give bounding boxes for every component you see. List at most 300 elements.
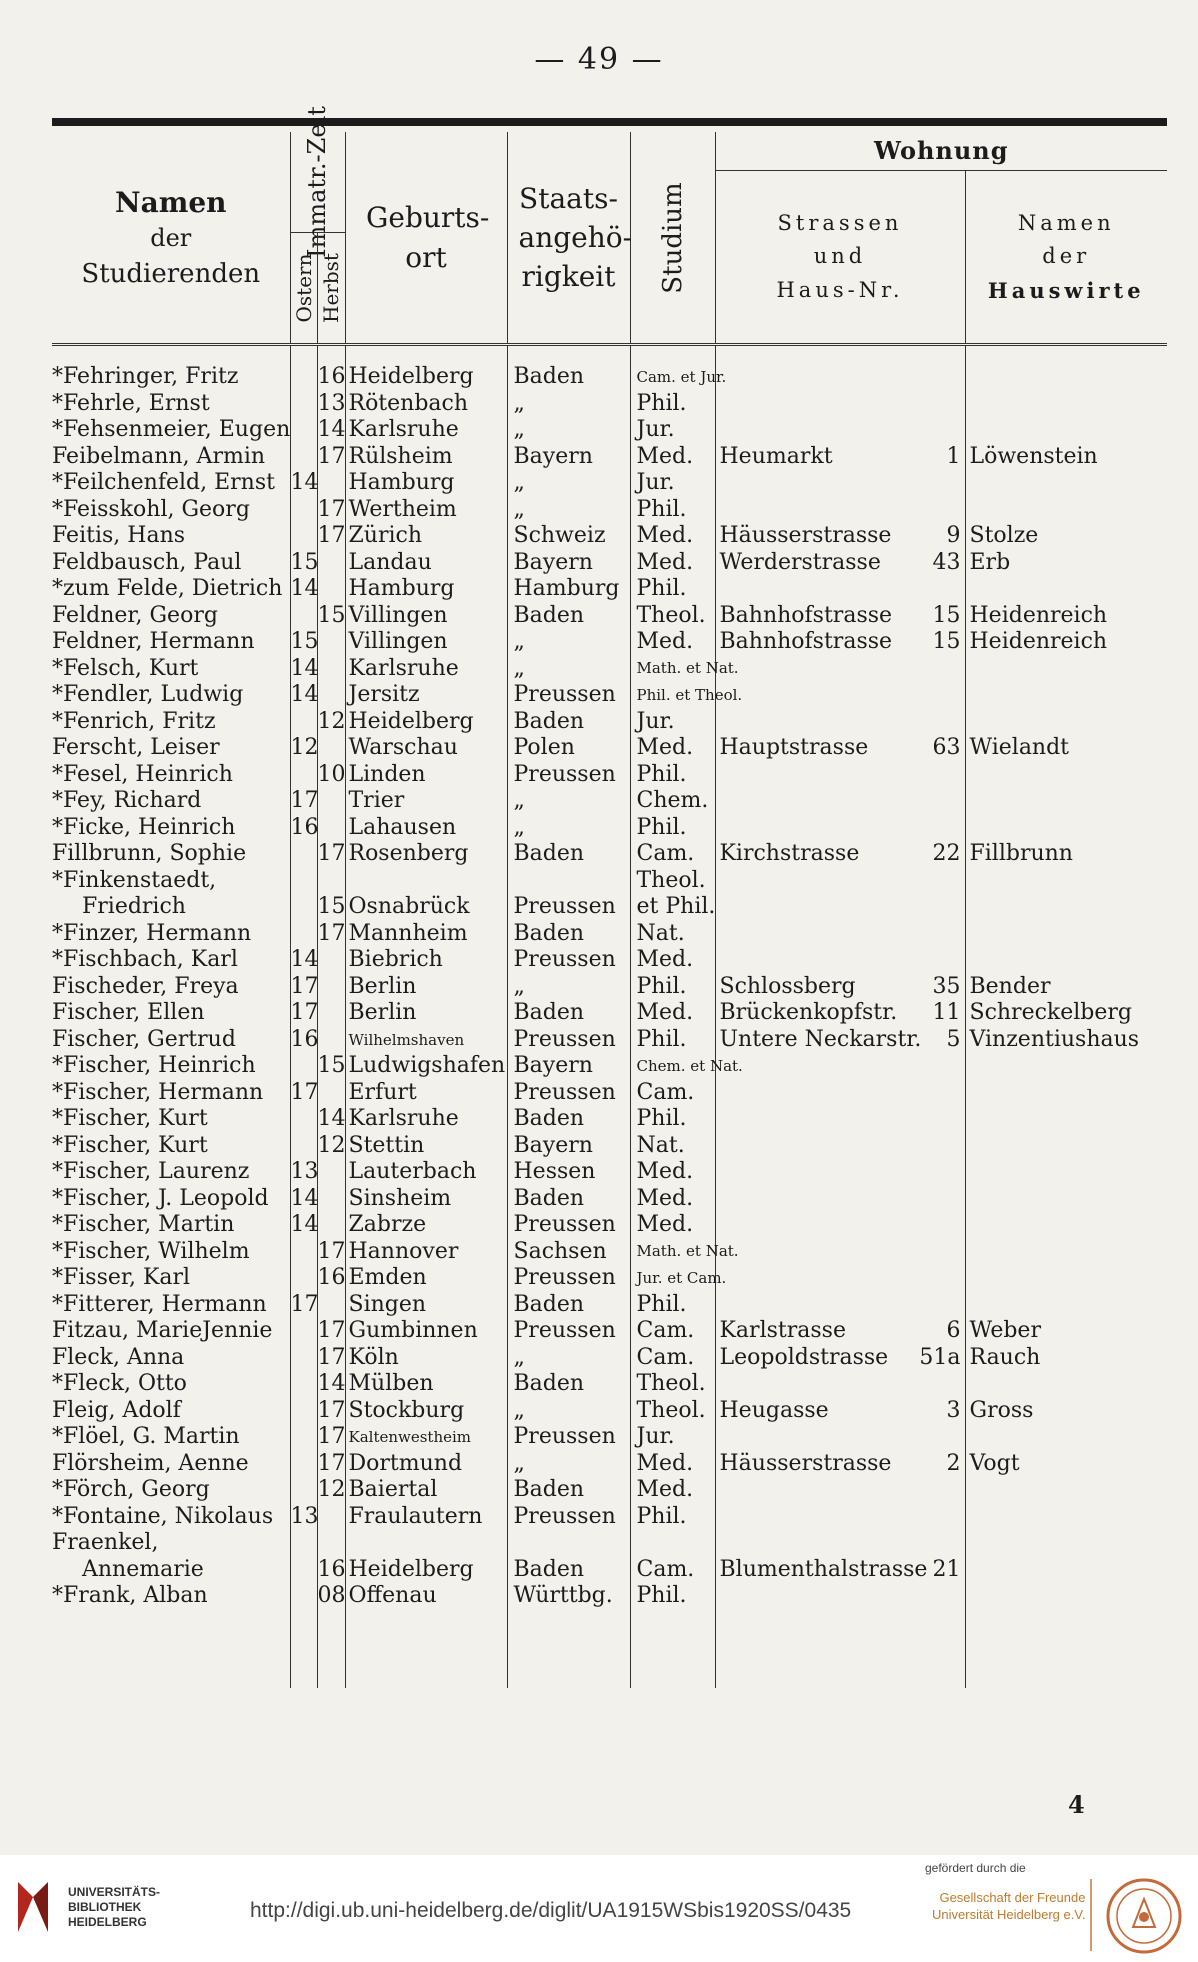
landlord: Löwenstein <box>969 443 1098 469</box>
house-number: 3 <box>946 1397 961 1423</box>
library-logo-icon <box>8 1877 58 1937</box>
landlord: Rauch <box>969 1344 1041 1370</box>
nationality: Baden <box>507 364 630 391</box>
landlord <box>965 1212 1167 1239</box>
street <box>715 921 965 948</box>
field-of-study: Cam. <box>630 1318 715 1345</box>
ostern-year <box>290 1530 317 1557</box>
field-of-study: Phil. <box>630 815 715 842</box>
student-name: *Fischer, Heinrich <box>52 1053 290 1080</box>
ostern-year <box>290 1053 317 1080</box>
street <box>715 1451 965 1478</box>
street <box>715 735 965 762</box>
header-studium: Studium <box>630 132 715 345</box>
street-name: Brückenkopfstr. <box>719 1000 898 1025</box>
birthplace: Emden <box>345 1265 507 1292</box>
landlord <box>965 682 1167 709</box>
landlord: Gross <box>969 1397 1034 1423</box>
nationality: Polen <box>507 735 630 762</box>
table-row <box>52 1345 1167 1372</box>
birthplace: Karlsruhe <box>345 656 507 683</box>
signature-mark: 4 <box>1068 1790 1085 1819</box>
student-name: *Finkenstaedt, <box>52 868 290 895</box>
header-immatr-zeit <box>290 106 345 345</box>
herbst-year <box>317 470 345 497</box>
herbst-year: 17 <box>317 920 346 946</box>
nationality: Hamburg <box>507 576 630 603</box>
street <box>715 603 965 630</box>
table-row <box>52 894 1167 921</box>
field-of-study: Phil. <box>630 1106 715 1133</box>
birthplace: Heidelberg <box>345 364 507 391</box>
field-of-study: Med. <box>630 444 715 471</box>
landlord <box>965 1265 1167 1292</box>
landlord <box>965 921 1167 948</box>
birthplace: Lauterbach <box>345 1159 507 1186</box>
street <box>715 1530 965 1557</box>
nationality: „ <box>507 656 630 683</box>
student-name: *Frank, Alban <box>52 1583 290 1610</box>
field-of-study: Phil. et Theol. <box>630 682 715 709</box>
ostern-year <box>290 762 317 789</box>
table-row <box>52 974 1167 1001</box>
birthplace: Wilhelmshaven <box>345 1027 507 1054</box>
table-row <box>52 841 1167 868</box>
street-name: Bahnhofstrasse <box>719 629 893 654</box>
street <box>715 1000 965 1027</box>
student-name: *Fleck, Otto <box>52 1371 290 1398</box>
ostern-year: 17 <box>290 973 319 999</box>
birthplace: Kaltenwestheim <box>345 1424 507 1451</box>
nationality: Preussen <box>507 894 630 921</box>
nationality: Baden <box>507 921 630 948</box>
student-name: *Fontaine, Nikolaus <box>52 1504 290 1531</box>
street <box>715 1239 965 1266</box>
ostern-year: 14 <box>290 682 319 707</box>
street <box>715 1292 965 1319</box>
birthplace: Heidelberg <box>345 1557 507 1584</box>
ostern-year <box>290 1583 317 1610</box>
table-row <box>52 1424 1167 1451</box>
field-of-study: Jur. et Cam. <box>630 1265 715 1292</box>
student-name: Friedrich <box>52 894 290 921</box>
street <box>715 1053 965 1080</box>
ostern-year <box>290 709 317 736</box>
landlord <box>965 1053 1167 1080</box>
birthplace: Fraulautern <box>345 1504 507 1531</box>
landlord <box>965 815 1167 842</box>
ostern-year <box>290 1345 317 1372</box>
birthplace: Sinsheim <box>345 1186 507 1213</box>
table-row <box>52 523 1167 550</box>
landlord: Heidenreich <box>969 629 1108 654</box>
birthplace: Berlin <box>345 974 507 1001</box>
table-row <box>52 735 1167 762</box>
nationality: „ <box>507 974 630 1001</box>
ostern-year: 16 <box>290 1026 319 1052</box>
nationality: „ <box>507 815 630 842</box>
header-wohnung: Wohnung <box>715 132 1167 171</box>
ostern-year: 14 <box>290 470 319 495</box>
street <box>715 1080 965 1107</box>
landlord <box>965 1186 1167 1213</box>
nationality: Bayern <box>507 444 630 471</box>
field-of-study: Phil. <box>630 762 715 789</box>
street <box>715 1398 965 1425</box>
nationality: Baden <box>507 709 630 736</box>
landlord <box>965 470 1167 497</box>
street <box>715 1265 965 1292</box>
nationality: Preussen <box>507 1027 630 1054</box>
birthplace: Stockburg <box>345 1398 507 1425</box>
nationality: Württbg. <box>507 1583 630 1610</box>
header-herbst: Herbst <box>319 253 344 323</box>
herbst-year <box>317 868 345 895</box>
nationality: Schweiz <box>507 523 630 550</box>
header-hauswirte: Namen der Hauswirte <box>965 171 1167 345</box>
birthplace: Zürich <box>345 523 507 550</box>
ostern-year: 14 <box>290 576 319 601</box>
student-name: Feldbausch, Paul <box>52 550 290 577</box>
herbst-year <box>317 974 345 1001</box>
table-row <box>52 868 1167 895</box>
sponsor-label: gefördert durch die <box>925 1861 1026 1875</box>
street-name: Heumarkt <box>719 443 833 469</box>
table-row <box>52 1212 1167 1239</box>
birthplace: Biebrich <box>345 947 507 974</box>
ostern-year <box>290 1318 317 1345</box>
table-row <box>52 947 1167 974</box>
table-row <box>52 682 1167 709</box>
nationality: Baden <box>507 1557 630 1584</box>
street <box>715 364 965 391</box>
street <box>715 470 965 497</box>
table-row <box>52 444 1167 471</box>
herbst-year <box>317 1530 345 1557</box>
herbst-year <box>317 629 345 656</box>
ostern-year <box>290 444 317 471</box>
street <box>715 841 965 868</box>
table-row <box>52 1557 1167 1584</box>
table-row <box>52 550 1167 577</box>
student-name: Fischeder, Freya <box>52 974 290 1001</box>
field-of-study: Phil. <box>630 576 715 603</box>
house-number: 9 <box>946 523 961 548</box>
sponsor-divider <box>1090 1879 1092 1951</box>
street <box>715 444 965 471</box>
student-name: *Fesel, Heinrich <box>52 762 290 789</box>
landlord <box>965 788 1167 815</box>
street-name: Bahnhofstrasse <box>719 602 893 628</box>
nationality: Bayern <box>507 550 630 577</box>
birthplace: Singen <box>345 1292 507 1319</box>
street <box>715 417 965 444</box>
birthplace: Stettin <box>345 1133 507 1160</box>
student-name: *Ficke, Heinrich <box>52 815 290 842</box>
field-of-study: Theol. <box>630 868 715 895</box>
student-name: Fleig, Adolf <box>52 1398 290 1425</box>
nationality: Preussen <box>507 762 630 789</box>
student-name: Fleck, Anna <box>52 1345 290 1372</box>
table-row <box>52 656 1167 683</box>
field-of-study: Med. <box>630 1000 715 1027</box>
ostern-year: 13 <box>290 1159 319 1184</box>
ostern-year: 14 <box>290 655 319 681</box>
student-name: Flörsheim, Aenne <box>52 1451 290 1478</box>
field-of-study: Cam. et Jur. <box>630 364 715 391</box>
student-name: Feldner, Hermann <box>52 629 290 656</box>
herbst-year: 12 <box>317 708 346 734</box>
field-of-study: Chem. <box>630 788 715 815</box>
birthplace: Rötenbach <box>345 391 507 418</box>
birthplace: Heidelberg <box>345 709 507 736</box>
table-row <box>52 629 1167 656</box>
landlord <box>965 1504 1167 1531</box>
field-of-study: Phil. <box>630 391 715 418</box>
birthplace: Karlsruhe <box>345 1106 507 1133</box>
field-of-study: Med. <box>630 947 715 974</box>
field-of-study: Jur. <box>630 417 715 444</box>
field-of-study: Theol. <box>630 1371 715 1398</box>
landlord: Vinzentiushaus <box>969 1026 1140 1052</box>
student-name: *Fischer, Laurenz <box>52 1159 290 1186</box>
landlord <box>965 497 1167 524</box>
street <box>715 656 965 683</box>
table-row <box>52 603 1167 630</box>
landlord <box>965 868 1167 895</box>
birthplace: Berlin <box>345 1000 507 1027</box>
field-of-study: Jur. <box>630 470 715 497</box>
street <box>715 1557 965 1584</box>
house-number: 21 <box>932 1556 961 1582</box>
herbst-year: 17 <box>317 496 346 522</box>
table-row <box>52 391 1167 418</box>
street-name: Häusserstrasse <box>719 1450 892 1476</box>
student-name: *Fehrle, Ernst <box>52 391 290 418</box>
field-of-study: Jur. <box>630 1424 715 1451</box>
house-number: 63 <box>932 735 961 760</box>
street-name: Hauptstrasse <box>719 735 869 760</box>
student-name: Fischer, Ellen <box>52 1000 290 1027</box>
table-row <box>52 1318 1167 1345</box>
field-of-study: Med. <box>630 1159 715 1186</box>
nationality <box>507 868 630 895</box>
street-name: Heugasse <box>719 1397 829 1423</box>
birthplace: Trier <box>345 788 507 815</box>
street <box>715 1133 965 1160</box>
field-of-study: Med. <box>630 735 715 762</box>
ostern-year <box>290 364 317 391</box>
student-name: *Finzer, Hermann <box>52 921 290 948</box>
table-row <box>52 497 1167 524</box>
student-name: *Fisser, Karl <box>52 1265 290 1292</box>
nationality: Baden <box>507 1292 630 1319</box>
table-row <box>52 1106 1167 1133</box>
student-name: *Fischer, Hermann <box>52 1080 290 1107</box>
street <box>715 709 965 736</box>
student-name: *Fischer, Wilhelm <box>52 1239 290 1266</box>
street <box>715 576 965 603</box>
herbst-year: 14 <box>317 1106 346 1131</box>
ostern-year: 17 <box>290 1079 319 1105</box>
house-number: 6 <box>946 1318 961 1343</box>
field-of-study: Phil. <box>630 497 715 524</box>
herbst-year: 13 <box>317 390 346 416</box>
field-of-study: Phil. <box>630 1292 715 1319</box>
table-row <box>52 1133 1167 1160</box>
birthplace: Villingen <box>345 603 507 630</box>
ostern-year <box>290 921 317 948</box>
nationality: Baden <box>507 1477 630 1504</box>
field-of-study: Math. et Nat. <box>630 656 715 683</box>
table-row <box>52 1371 1167 1398</box>
nationality: Bayern <box>507 1053 630 1080</box>
field-of-study <box>630 1530 715 1557</box>
student-name: *Fehsenmeier, Eugen <box>52 417 291 442</box>
landlord <box>965 1477 1167 1504</box>
birthplace: Hamburg <box>345 576 507 603</box>
table-row <box>52 1530 1167 1557</box>
field-of-study: et Phil. <box>630 894 715 921</box>
herbst-year: 17 <box>317 1397 346 1423</box>
house-number: 15 <box>932 602 961 628</box>
student-name: *Fitterer, Hermann <box>52 1292 290 1319</box>
street <box>715 788 965 815</box>
ostern-year: 14 <box>290 947 319 972</box>
herbst-year: 12 <box>317 1477 346 1502</box>
street <box>715 974 965 1001</box>
table-row <box>52 470 1167 497</box>
house-number: 22 <box>932 841 961 866</box>
street-name: Kirchstrasse <box>719 841 860 866</box>
herbst-year: 16 <box>317 1556 346 1582</box>
field-of-study: Med. <box>630 1212 715 1239</box>
landlord <box>965 1371 1167 1398</box>
street <box>715 1318 965 1345</box>
landlord: Bender <box>969 973 1051 999</box>
herbst-year <box>317 947 345 974</box>
table-row <box>52 1080 1167 1107</box>
field-of-study: Jur. <box>630 709 715 736</box>
birthplace <box>345 1530 507 1557</box>
street <box>715 947 965 974</box>
header-strassen: Strassen und Haus-Nr. <box>715 171 965 345</box>
landlord: Wielandt <box>969 735 1070 760</box>
student-name: *Fenrich, Fritz <box>52 709 290 736</box>
ostern-year: 12 <box>290 735 319 760</box>
herbst-year: 17 <box>317 841 346 866</box>
ostern-year: 17 <box>290 1000 319 1025</box>
herbst-year <box>317 735 345 762</box>
nationality: „ <box>507 417 630 444</box>
street-name: Blumenthalstrasse <box>719 1556 928 1582</box>
nationality: „ <box>507 1451 630 1478</box>
field-of-study: Chem. et Nat. <box>630 1053 715 1080</box>
table-row <box>52 1027 1167 1054</box>
field-of-study: Med. <box>630 550 715 577</box>
landlord: Fillbrunn <box>969 841 1073 866</box>
ostern-year: 17 <box>290 788 319 813</box>
table-row <box>52 1477 1167 1504</box>
herbst-year <box>317 682 345 709</box>
nationality: Hessen <box>507 1159 630 1186</box>
birthplace: Dortmund <box>345 1451 507 1478</box>
top-rule <box>52 118 1167 126</box>
table-row <box>52 1265 1167 1292</box>
landlord <box>965 709 1167 736</box>
table-row <box>52 1053 1167 1080</box>
field-of-study: Theol. <box>630 1398 715 1425</box>
street <box>715 815 965 842</box>
nationality <box>507 1530 630 1557</box>
field-of-study: Med. <box>630 1477 715 1504</box>
herbst-year: 17 <box>317 523 346 548</box>
street-name: Untere Neckarstr. <box>719 1026 922 1052</box>
table-row <box>52 364 1167 391</box>
header-staatsangehoerigkeit: Staats- angehö- rigkeit <box>507 132 630 345</box>
student-name: *Fehringer, Fritz <box>52 364 290 391</box>
ostern-year: 14 <box>290 1185 319 1211</box>
field-of-study: Phil. <box>630 1504 715 1531</box>
student-name: *Fischer, Martin <box>52 1212 290 1239</box>
street-name: Schlossberg <box>719 973 856 999</box>
herbst-year: 08 <box>317 1583 346 1608</box>
student-name: *Fischer, J. Leopold <box>52 1186 290 1213</box>
student-name: Feitis, Hans <box>52 523 290 550</box>
student-name: Fillbrunn, Sophie <box>52 841 290 868</box>
field-of-study: Phil. <box>630 1027 715 1054</box>
nationality: „ <box>507 788 630 815</box>
field-of-study: Cam. <box>630 841 715 868</box>
street-name: Leopoldstrasse <box>719 1344 889 1370</box>
landlord <box>965 1106 1167 1133</box>
student-name: Fischer, Gertrud <box>52 1027 290 1054</box>
nationality: Baden <box>507 1371 630 1398</box>
street <box>715 1583 965 1610</box>
field-of-study: Med. <box>630 1451 715 1478</box>
street <box>715 1424 965 1451</box>
herbst-year <box>317 1504 345 1531</box>
table-row <box>52 576 1167 603</box>
landlord <box>965 1292 1167 1319</box>
field-of-study: Med. <box>630 1186 715 1213</box>
nationality: Preussen <box>507 947 630 974</box>
landlord <box>965 1080 1167 1107</box>
table-row <box>52 1292 1167 1319</box>
nationality: Preussen <box>507 1080 630 1107</box>
nationality: Preussen <box>507 1212 630 1239</box>
street <box>715 1371 965 1398</box>
ostern-year <box>290 1557 317 1584</box>
student-name: *Förch, Georg <box>52 1477 290 1504</box>
house-number: 35 <box>932 973 961 999</box>
field-of-study: Med. <box>630 523 715 550</box>
header-ostern: Ostern <box>291 253 316 323</box>
table-row <box>52 709 1167 736</box>
student-name: *Feilchenfeld, Ernst <box>52 470 290 497</box>
ostern-year: 16 <box>290 814 319 840</box>
student-name: Annemarie <box>52 1557 290 1584</box>
house-number: 2 <box>946 1450 961 1476</box>
street-name: Werderstrasse <box>719 549 881 575</box>
ostern-year <box>290 1424 317 1451</box>
field-of-study: Med. <box>630 629 715 656</box>
permalink-url[interactable]: http://digi.ub.uni-heidelberg.de/diglit/UA1915WSbis1920SS/0435 <box>250 1899 852 1922</box>
herbst-year <box>317 576 345 603</box>
footer-bar <box>0 1855 1198 1962</box>
street <box>715 391 965 418</box>
student-name: *Feisskohl, Georg <box>52 497 290 524</box>
